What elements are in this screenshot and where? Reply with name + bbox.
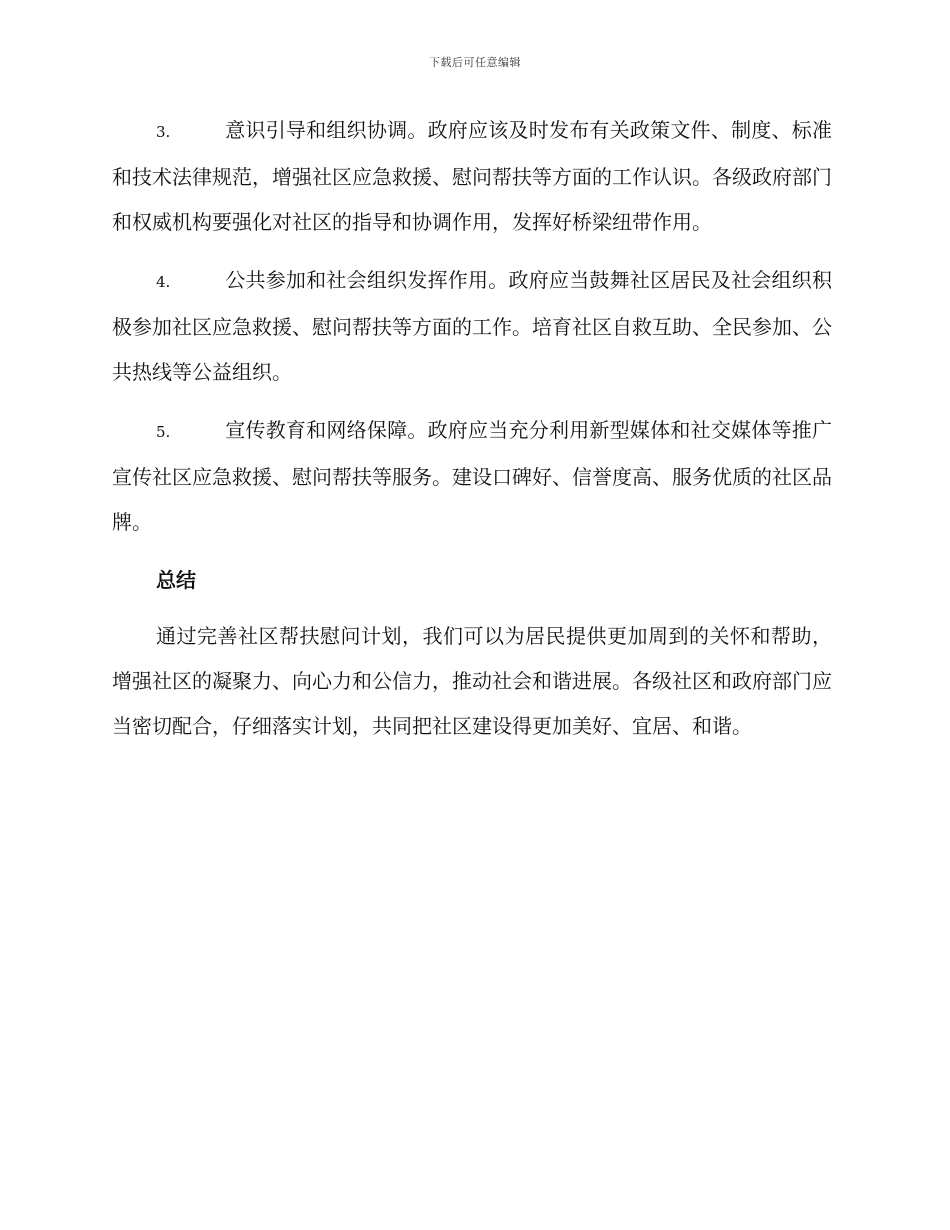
list-item-text: 意识引导和组织协调。政府应该及时发布有关政策文件、制度、标准和技术法律规范，增强社区应急救援、慰问帮扶等方面的工作认识。各级政府部门和权威机构要强化对社区的指导和协调作用，发挥好桥梁纽带作用。: [112, 118, 832, 234]
list-item-number: 5.: [156, 423, 171, 441]
list-item-5: [112, 408, 832, 545]
list-item-number: 4.: [156, 273, 171, 291]
list-item-text: 公共参加和社会组织发挥作用。政府应当鼓舞社区居民及社会组织积极参加社区应急救援、慰问帮扶等方面的工作。培育社区自救互助、全民参加、公共热线等公益组织。: [112, 268, 832, 384]
list-item-4: [112, 258, 832, 395]
summary-heading: 总结: [156, 568, 196, 592]
document-body: [112, 108, 832, 749]
list-item-text: 宣传教育和网络保障。政府应当充分利用新型媒体和社交媒体等推广宣传社区应急救援、慰问帮扶等服务。建设口碑好、信誉度高、服务优质的社区品牌。: [112, 418, 832, 534]
list-item-number: 3.: [156, 123, 171, 141]
header-note: 下载后可任意编辑: [429, 56, 521, 69]
summary-paragraph: 通过完善社区帮扶慰问计划，我们可以为居民提供更加周到的关怀和帮助，增强社区的凝聚力、向心力和公信力，推动社会和谐进展。各级社区和政府部门应当密切配合，仔细落实计划，共同把社区建设得更加美好、宜居、和谐。: [112, 624, 832, 738]
list-item-3: [112, 108, 832, 245]
